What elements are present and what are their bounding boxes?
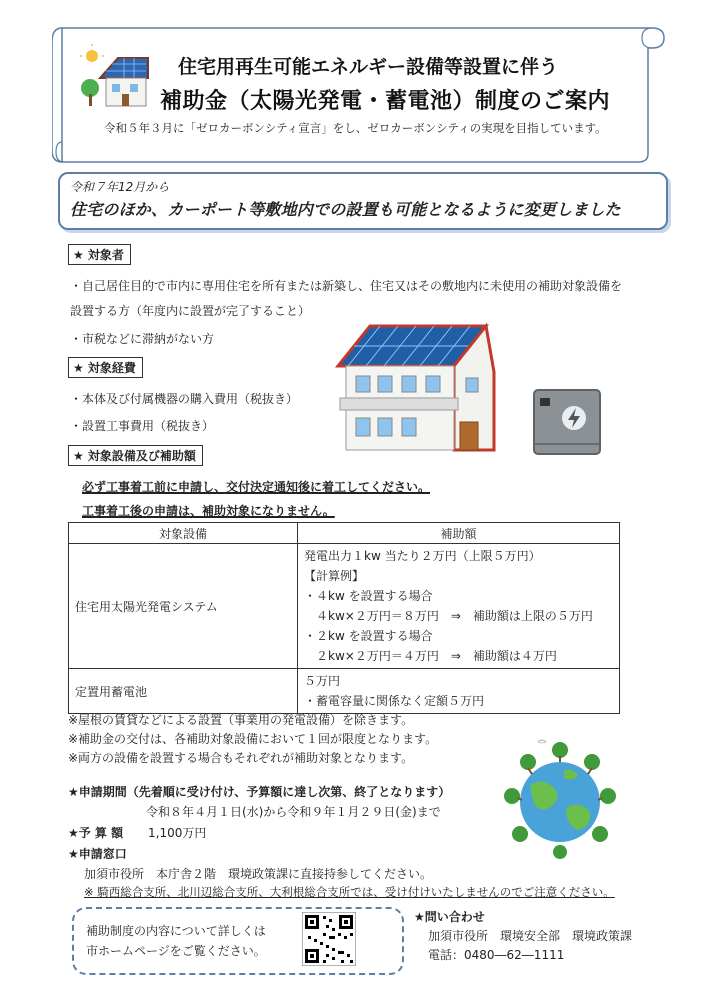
amount-line: ・蓄電容量に関係なく定額５万円 (304, 694, 485, 708)
period-value: 令和８年４月１日(水)から令和９年１月２９日(金)まで (146, 805, 441, 819)
heading-expenses: ★ 対象経費 (68, 357, 143, 378)
budget-label: ★予 算 額 (68, 826, 124, 840)
page-subtitle: 令和５年３月に「ゼロカーボンシティ宣言」をし、ゼロカーボンシティの実現を目指しています。 (104, 121, 607, 135)
budget-value: 1,100万円 (148, 826, 207, 840)
target-text-3: ・市税などに滞納がない方 (70, 332, 215, 346)
window-note: ※ 騎西総合支所、北川辺総合支所、大利根総合支所では、受け付けいたしませんのでご注意ください。 (84, 885, 615, 899)
contact-org: 加須市役所 環境安全部 環境政策課 (428, 929, 633, 943)
battery-icon (530, 388, 604, 456)
window-value: 加須市役所 本庁舎２階 環境政策課に直接持参してください。 (84, 867, 433, 881)
contact-heading: ★問い合わせ (414, 910, 485, 924)
amount-line: ・２kw を設置する場合 (304, 629, 433, 643)
warning-line-1: 必ず工事着工前に申請し、交付決定通知後に着工してください。 (82, 480, 431, 494)
expense-text-1: ・本体及び付属機器の購入費用（税抜き） (70, 392, 299, 406)
amount-line: ５万円 (304, 674, 341, 688)
amount-line: ・４kw を設置する場合 (304, 589, 433, 603)
row-solar-name: 住宅用太陽光発電システム (69, 544, 298, 669)
page-title-line2: 補助金（太陽光発電・蓄電池）制度のご案内 (160, 89, 611, 114)
earth-trees-icon (498, 736, 622, 860)
website-text-2: 市ホームページをご覧ください。 (86, 944, 266, 958)
contact-phone: 電話：0480―62―1111 (428, 948, 565, 962)
row-battery-amount (298, 669, 620, 714)
warning-line-2: 工事着工後の申請は、補助対象になりません。 (82, 504, 335, 518)
house-illustration-icon (330, 322, 498, 452)
row-battery-name: 定置用蓄電池 (69, 669, 298, 714)
target-text-2: 設置する方（年度内に設置が完了すること） (70, 304, 311, 318)
notice-text: 住宅のほか、カーポート等敷地内での設置も可能となるように変更しました (70, 200, 621, 219)
table-header-equipment: 対象設備 (69, 523, 298, 544)
amount-line: 発電出力１kw 当たり２万円（上限５万円） (304, 549, 541, 563)
table-row (69, 669, 620, 714)
window-label: ★申請窓口 (68, 847, 127, 861)
target-text-1: ・自己居住目的で市内に専用住宅を所有または新築し、住宅又はその敷地内に未使用の補助対象設備を (70, 279, 623, 293)
expense-text-2: ・設置工事費用（税抜き） (70, 419, 215, 433)
website-text-1: 補助制度の内容について詳しくは (86, 924, 266, 938)
period-label: ★申請期間（先着順に受け付け、予算額に達し次第、終了となります） (68, 785, 451, 799)
sun-icon (86, 50, 98, 62)
qr-code-icon[interactable] (302, 912, 356, 966)
amount-line: 【計算例】 (304, 569, 365, 583)
amount-line: ２kw×２万円＝４万円 ⇒ 補助額は４万円 (304, 649, 557, 663)
heading-equipment: ★ 対象設備及び補助額 (68, 445, 203, 466)
heading-target: ★ 対象者 (68, 244, 131, 265)
table-row (69, 544, 620, 669)
notice-date: 令和７年12月から (70, 180, 170, 194)
amount-line: ４kw×２万円＝８万円 ⇒ 補助額は上限の５万円 (304, 609, 593, 623)
house-solar-icon (78, 44, 156, 112)
page-title-line1: 住宅用再生可能エネルギー設備等設置に伴う (178, 56, 559, 78)
subsidy-table (68, 522, 620, 714)
note-3: ※両方の設備を設置する場合もそれぞれが補助対象となります。 (68, 751, 414, 765)
note-1: ※屋根の賃貸などによる設置（事業用の発電設備）を除きます。 (68, 713, 414, 727)
table-header-row (69, 523, 620, 544)
note-2: ※補助金の交付は、各補助対象設備において１回が限度となります。 (68, 732, 438, 746)
row-solar-amount (298, 544, 620, 669)
table-header-amount: 補助額 (298, 523, 620, 544)
